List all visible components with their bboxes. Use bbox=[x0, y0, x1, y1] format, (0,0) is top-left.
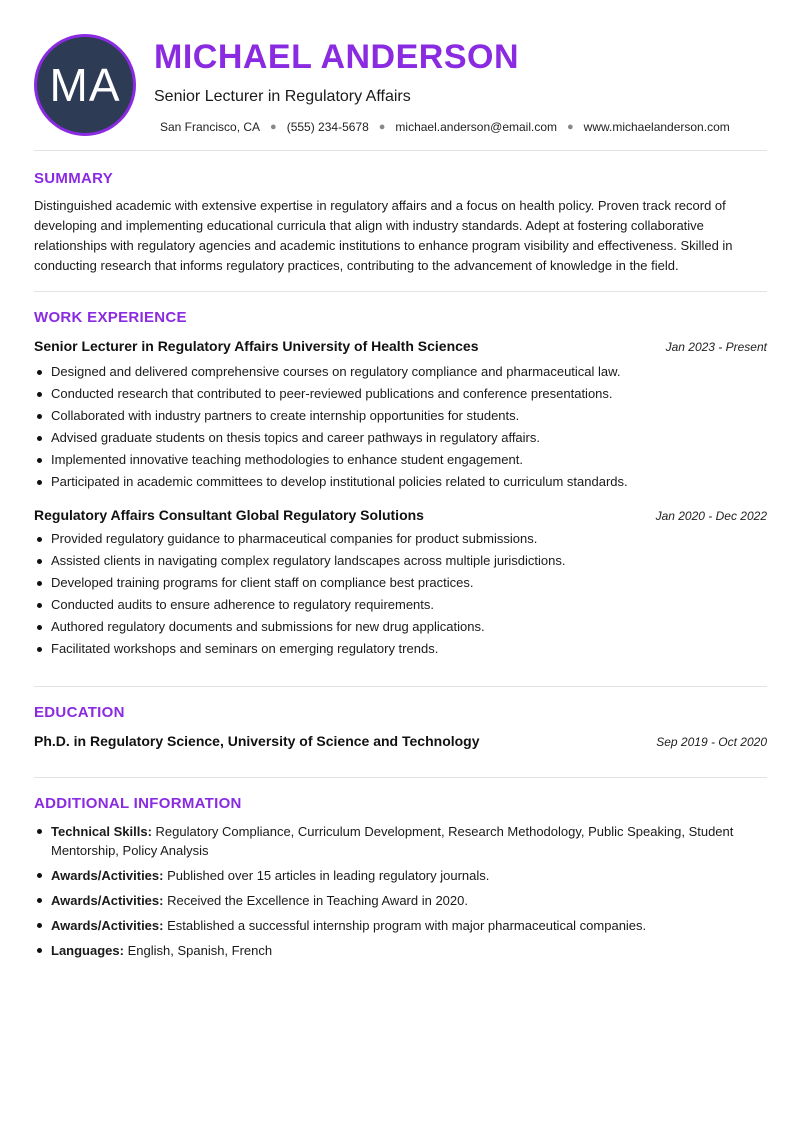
section-title-additional: ADDITIONAL INFORMATION bbox=[34, 795, 242, 812]
education-entry bbox=[34, 733, 767, 749]
job-bullets bbox=[34, 528, 767, 660]
job-dates: Jan 2020 - Dec 2022 bbox=[655, 509, 767, 523]
separator-dot-icon: ● bbox=[270, 121, 277, 133]
contact-email: michael.anderson@email.com bbox=[395, 120, 558, 134]
education-dates: Sep 2019 - Oct 2020 bbox=[656, 735, 767, 749]
separator-dot-icon: ● bbox=[567, 121, 574, 133]
job-title: Senior Lecturer in Regulatory Affairs University of Health Sciences bbox=[34, 338, 479, 354]
degree: Ph.D. in Regulatory Science, University of Science and Technology bbox=[34, 733, 480, 749]
list-item: Conducted research that contributed to peer-reviewed publications and conference presentations. bbox=[34, 383, 767, 405]
list-item bbox=[34, 891, 767, 910]
list-item: Collaborated with industry partners to create internship opportunities for students. bbox=[34, 405, 767, 427]
additional-list bbox=[34, 822, 767, 966]
contact-location: San Francisco, CA bbox=[160, 120, 261, 134]
section-title-experience: WORK EXPERIENCE bbox=[34, 309, 187, 326]
contact-website: www.michaelanderson.com bbox=[583, 120, 730, 134]
avatar-initials: MA bbox=[49, 59, 121, 111]
job-dates: Jan 2023 - Present bbox=[665, 340, 767, 354]
list-item: Facilitated workshops and seminars on emerging regulatory trends. bbox=[34, 638, 767, 660]
divider bbox=[34, 291, 767, 292]
contact-line bbox=[160, 120, 730, 134]
divider bbox=[34, 150, 767, 151]
contact-phone: (555) 234-5678 bbox=[286, 120, 369, 134]
section-title-summary: SUMMARY bbox=[34, 170, 114, 187]
list-item: Provided regulatory guidance to pharmaceutical companies for product submissions. bbox=[34, 528, 767, 550]
job-bullets bbox=[34, 361, 767, 493]
item-label: Languages: bbox=[51, 943, 124, 958]
item-label: Awards/Activities: bbox=[51, 893, 164, 908]
job-title: Regulatory Affairs Consultant Global Regulatory Solutions bbox=[34, 507, 424, 523]
item-text: Regulatory Compliance, Curriculum Development, Research Methodology, Public Speaking, Student Mentorship, Policy Analysis bbox=[51, 824, 734, 858]
separator-dot-icon: ● bbox=[378, 121, 386, 133]
job-header bbox=[34, 338, 767, 354]
list-item bbox=[34, 822, 767, 860]
summary-text: Distinguished academic with extensive expertise in regulatory affairs and a focus on health policy. Proven track record of developing and implementing educational curricula that align with industry standards. Adept at fostering collaborative relationships with regulatory agencies and academic institutions to enhance program visibility and effectiveness. Skilled in conducting research that informs regulatory practices, contributing to the advancement of knowledge in the field. bbox=[34, 198, 733, 273]
candidate-title: Senior Lecturer in Regulatory Affairs bbox=[154, 88, 411, 105]
list-item: Authored regulatory documents and submissions for new drug applications. bbox=[34, 616, 767, 638]
list-item: Conducted audits to ensure adherence to regulatory requirements. bbox=[34, 594, 767, 616]
item-label: Awards/Activities: bbox=[51, 918, 164, 933]
list-item: Implemented innovative teaching methodologies to enhance student engagement. bbox=[34, 449, 767, 471]
avatar bbox=[34, 34, 136, 136]
list-item bbox=[34, 916, 767, 935]
item-label: Awards/Activities: bbox=[51, 868, 164, 883]
item-text: Established a successful internship program with major pharmaceutical companies. bbox=[167, 918, 647, 933]
item-label: Technical Skills: bbox=[51, 824, 152, 839]
list-item: Participated in academic committees to develop institutional policies related to curriculum standards. bbox=[34, 471, 767, 493]
list-item bbox=[34, 941, 767, 960]
item-text: Received the Excellence in Teaching Award in 2020. bbox=[167, 893, 468, 908]
divider bbox=[34, 686, 767, 687]
divider bbox=[34, 777, 767, 778]
list-item bbox=[34, 866, 767, 885]
list-item: Developed training programs for client staff on compliance best practices. bbox=[34, 572, 767, 594]
list-item: Advised graduate students on thesis topics and career pathways in regulatory affairs. bbox=[34, 427, 767, 449]
list-item: Designed and delivered comprehensive courses on regulatory compliance and pharmaceutical law. bbox=[34, 361, 767, 383]
item-text: English, Spanish, French bbox=[127, 943, 273, 958]
job-header bbox=[34, 507, 767, 523]
list-item: Assisted clients in navigating complex regulatory landscapes across multiple jurisdictions. bbox=[34, 550, 767, 572]
candidate-name: MICHAEL ANDERSON bbox=[154, 38, 520, 76]
section-title-education: EDUCATION bbox=[34, 704, 125, 721]
item-text: Published over 15 articles in leading regulatory journals. bbox=[167, 868, 490, 883]
